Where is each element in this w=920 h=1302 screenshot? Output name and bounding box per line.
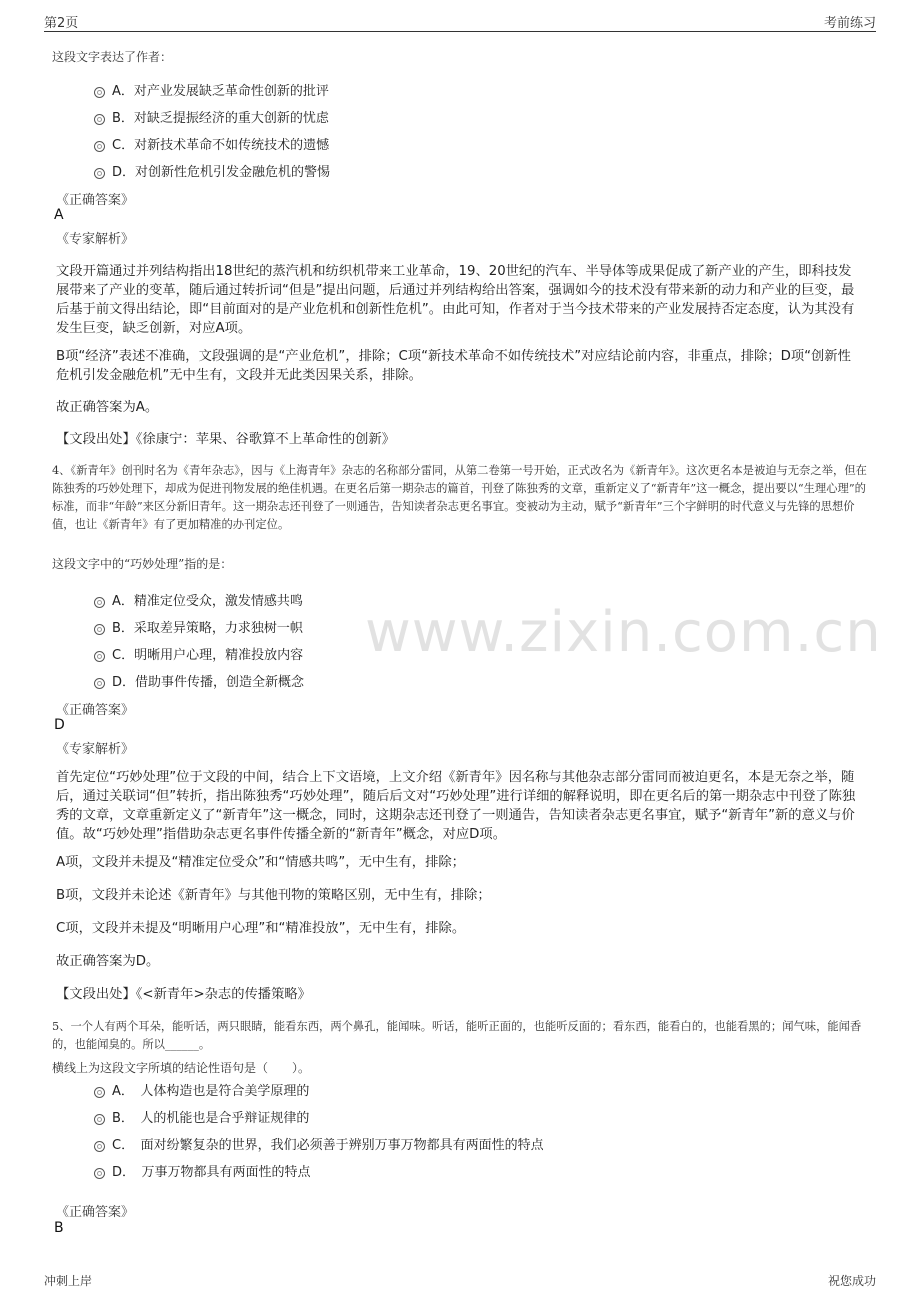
page-number: 第2页 bbox=[44, 16, 79, 31]
footer-right: 祝您成功 bbox=[827, 1274, 876, 1288]
option-label: A． 人体构造也是符合美学原理的 bbox=[112, 1084, 310, 1099]
radio-button-icon[interactable] bbox=[94, 1114, 105, 1125]
option-label: D．对创新性危机引发金融危机的警惕 bbox=[112, 165, 331, 180]
radio-button-icon[interactable] bbox=[94, 651, 105, 662]
header-rule bbox=[44, 31, 876, 32]
option-label: B．对缺乏提振经济的重大创新的忧虑 bbox=[112, 111, 329, 126]
q3-source: 【文段出处】《徐康宁：苹果、谷歌算不上革命性的创新》 bbox=[56, 432, 396, 447]
q4-source: 【文段出处】《<新青年>杂志的传播策略》 bbox=[56, 987, 311, 1002]
footer-left: 冲刺上岸 bbox=[44, 1274, 93, 1288]
option-label: C． 面对纷繁复杂的世界，我们必须善于辨别万事万物都具有两面性的特点 bbox=[112, 1138, 544, 1153]
option-label: B．采取差异策略，力求独树一帜 bbox=[112, 621, 303, 636]
radio-button-icon[interactable] bbox=[94, 678, 105, 689]
option-label: C．对新技术革命不如传统技术的遗憾 bbox=[112, 138, 330, 153]
option-label: C．明晰用户心理，精准投放内容 bbox=[112, 648, 304, 663]
q5-answer: B bbox=[54, 1220, 64, 1236]
q4-analysis-paragraph: 首先定位“巧妙处理”位于文段的中间，结合上下文语境，上文介绍《新青年》因名称与其他杂志部分雷同而被迫更名，本是无奈之举，随后，通过关联词“但”转折，指出陈独秀“巧妙处理”，随后后文对“巧妙处理”进行详细的解释说明，即在更名后的第一期杂志中刊登了陈独秀的文章，文章重新定义了“新青年”这一概念，同时，这期杂志还刊登了一则通告，告知读者杂志更名事宜，赋予“新青年”新的意义与价值。故“巧妙处理”指借助杂志更名事件传播全新的“新青年”概念，对应D项。 bbox=[56, 770, 856, 842]
option-label: A．精准定位受众，激发情感共鸣 bbox=[112, 594, 303, 609]
q4-answer-label: 《正确答案》 bbox=[56, 703, 135, 718]
watermark: www.zixin.com.cn bbox=[365, 600, 882, 665]
radio-button-icon[interactable] bbox=[94, 141, 105, 152]
q3-conclusion: 故正确答案为A。 bbox=[56, 400, 159, 415]
option-label: D．借助事件传播，创造全新概念 bbox=[112, 675, 305, 690]
radio-button-icon[interactable] bbox=[94, 624, 105, 635]
q5-answer-label: 《正确答案》 bbox=[56, 1205, 135, 1220]
option-label: D． 万事万物都具有两面性的特点 bbox=[112, 1165, 311, 1180]
radio-button-icon[interactable] bbox=[94, 1141, 105, 1152]
q5-prompt: 横线上为这段文字所填的结论性语句是（ ）。 bbox=[52, 1061, 311, 1075]
q3-analysis-paragraph: B项“经济”表述不准确，文段强调的是“产业危机”，排除；C项“新技术革命不如传统技术”对应结论前内容，非重点，排除；D项“创新性危机引发金融危机”无中生有，文段并无此类因果关系，排除。 bbox=[56, 349, 851, 383]
q3-prompt: 这段文字表达了作者： bbox=[52, 50, 173, 64]
radio-button-icon[interactable] bbox=[94, 597, 105, 608]
q4-prompt: 这段文字中的“巧妙处理”指的是： bbox=[52, 557, 233, 571]
q4-conclusion: 故正确答案为D。 bbox=[56, 954, 160, 969]
option-label: A．对产业发展缺乏革命性创新的批评 bbox=[112, 84, 329, 99]
q3-answer-label: 《正确答案》 bbox=[56, 193, 135, 208]
q3-analysis-paragraph: 文段开篇通过并列结构指出18世纪的蒸汽机和纺织机带来工业革命，19、20世纪的汽车、半导体等成果促成了新产业的产生，即科技发展带来了产业的变革，随后通过转折词“但是”提出问题，后通过并列结构给出答案，强调如今的技术没有带来新的动力和产业的巨变，最后基于前文得出结论，即“目前面对的是产业危机和创新性危机”。由此可知，作者对于当今技术带来的产业发展持否定态度，认为其没有发生巨变，缺乏创新，对应A项。 bbox=[56, 264, 855, 336]
q3-answer: A bbox=[54, 207, 64, 223]
q4-analysis-label: 《专家解析》 bbox=[56, 742, 135, 757]
q4-analysis-a: A项，文段并未提及“精准定位受众”和“情感共鸣”，无中生有，排除； bbox=[56, 855, 465, 870]
radio-button-icon[interactable] bbox=[94, 168, 105, 179]
q4-passage: 4、《新青年》创刊时名为《青年杂志》，因与《上海青年》杂志的名称部分雷同，从第二卷第一号开始，正式改名为《新青年》。这次更名本是被迫与无奈之举，但在陈独秀的巧妙处理下，却成为促进刊物发展的绝佳机遇。在更名后第一期杂志的篇首，刊登了陈独秀的文章，重新定义了“新青年”这一概念，提出要以“生理心理”的标准，而非“年龄”来区分新旧青年。这一期杂志还刊登了一则通告，告知读者杂志更名事宜。变被动为主动，赋予“新青年”三个字鲜明的时代意义与先锋的思想价值，也让《新青年》有了更加精准的办刊定位。 bbox=[52, 464, 867, 531]
radio-button-icon[interactable] bbox=[94, 1168, 105, 1179]
q4-answer: D bbox=[54, 717, 65, 733]
radio-button-icon[interactable] bbox=[94, 87, 105, 98]
q4-analysis-b: B项，文段并未论述《新青年》与其他刊物的策略区别，无中生有，排除； bbox=[56, 888, 491, 903]
option-label: B． 人的机能也是合乎辩证规律的 bbox=[112, 1111, 310, 1126]
q3-analysis-label: 《专家解析》 bbox=[56, 232, 135, 247]
radio-button-icon[interactable] bbox=[94, 114, 105, 125]
header-title: 考前练习 bbox=[823, 16, 876, 31]
q5-passage: 5、一个人有两个耳朵，能听话，两只眼睛，能看东西，两个鼻孔，能闻味。听话，能听正面的，也能听反面的；看东西，能看白的，也能看黑的；闻气味，能闻香的，也能闻臭的。所以______。 bbox=[52, 1020, 862, 1051]
q4-analysis-c: C项，文段并未提及“明晰用户心理”和“精准投放”，无中生有，排除。 bbox=[56, 921, 466, 936]
radio-button-icon[interactable] bbox=[94, 1087, 105, 1098]
